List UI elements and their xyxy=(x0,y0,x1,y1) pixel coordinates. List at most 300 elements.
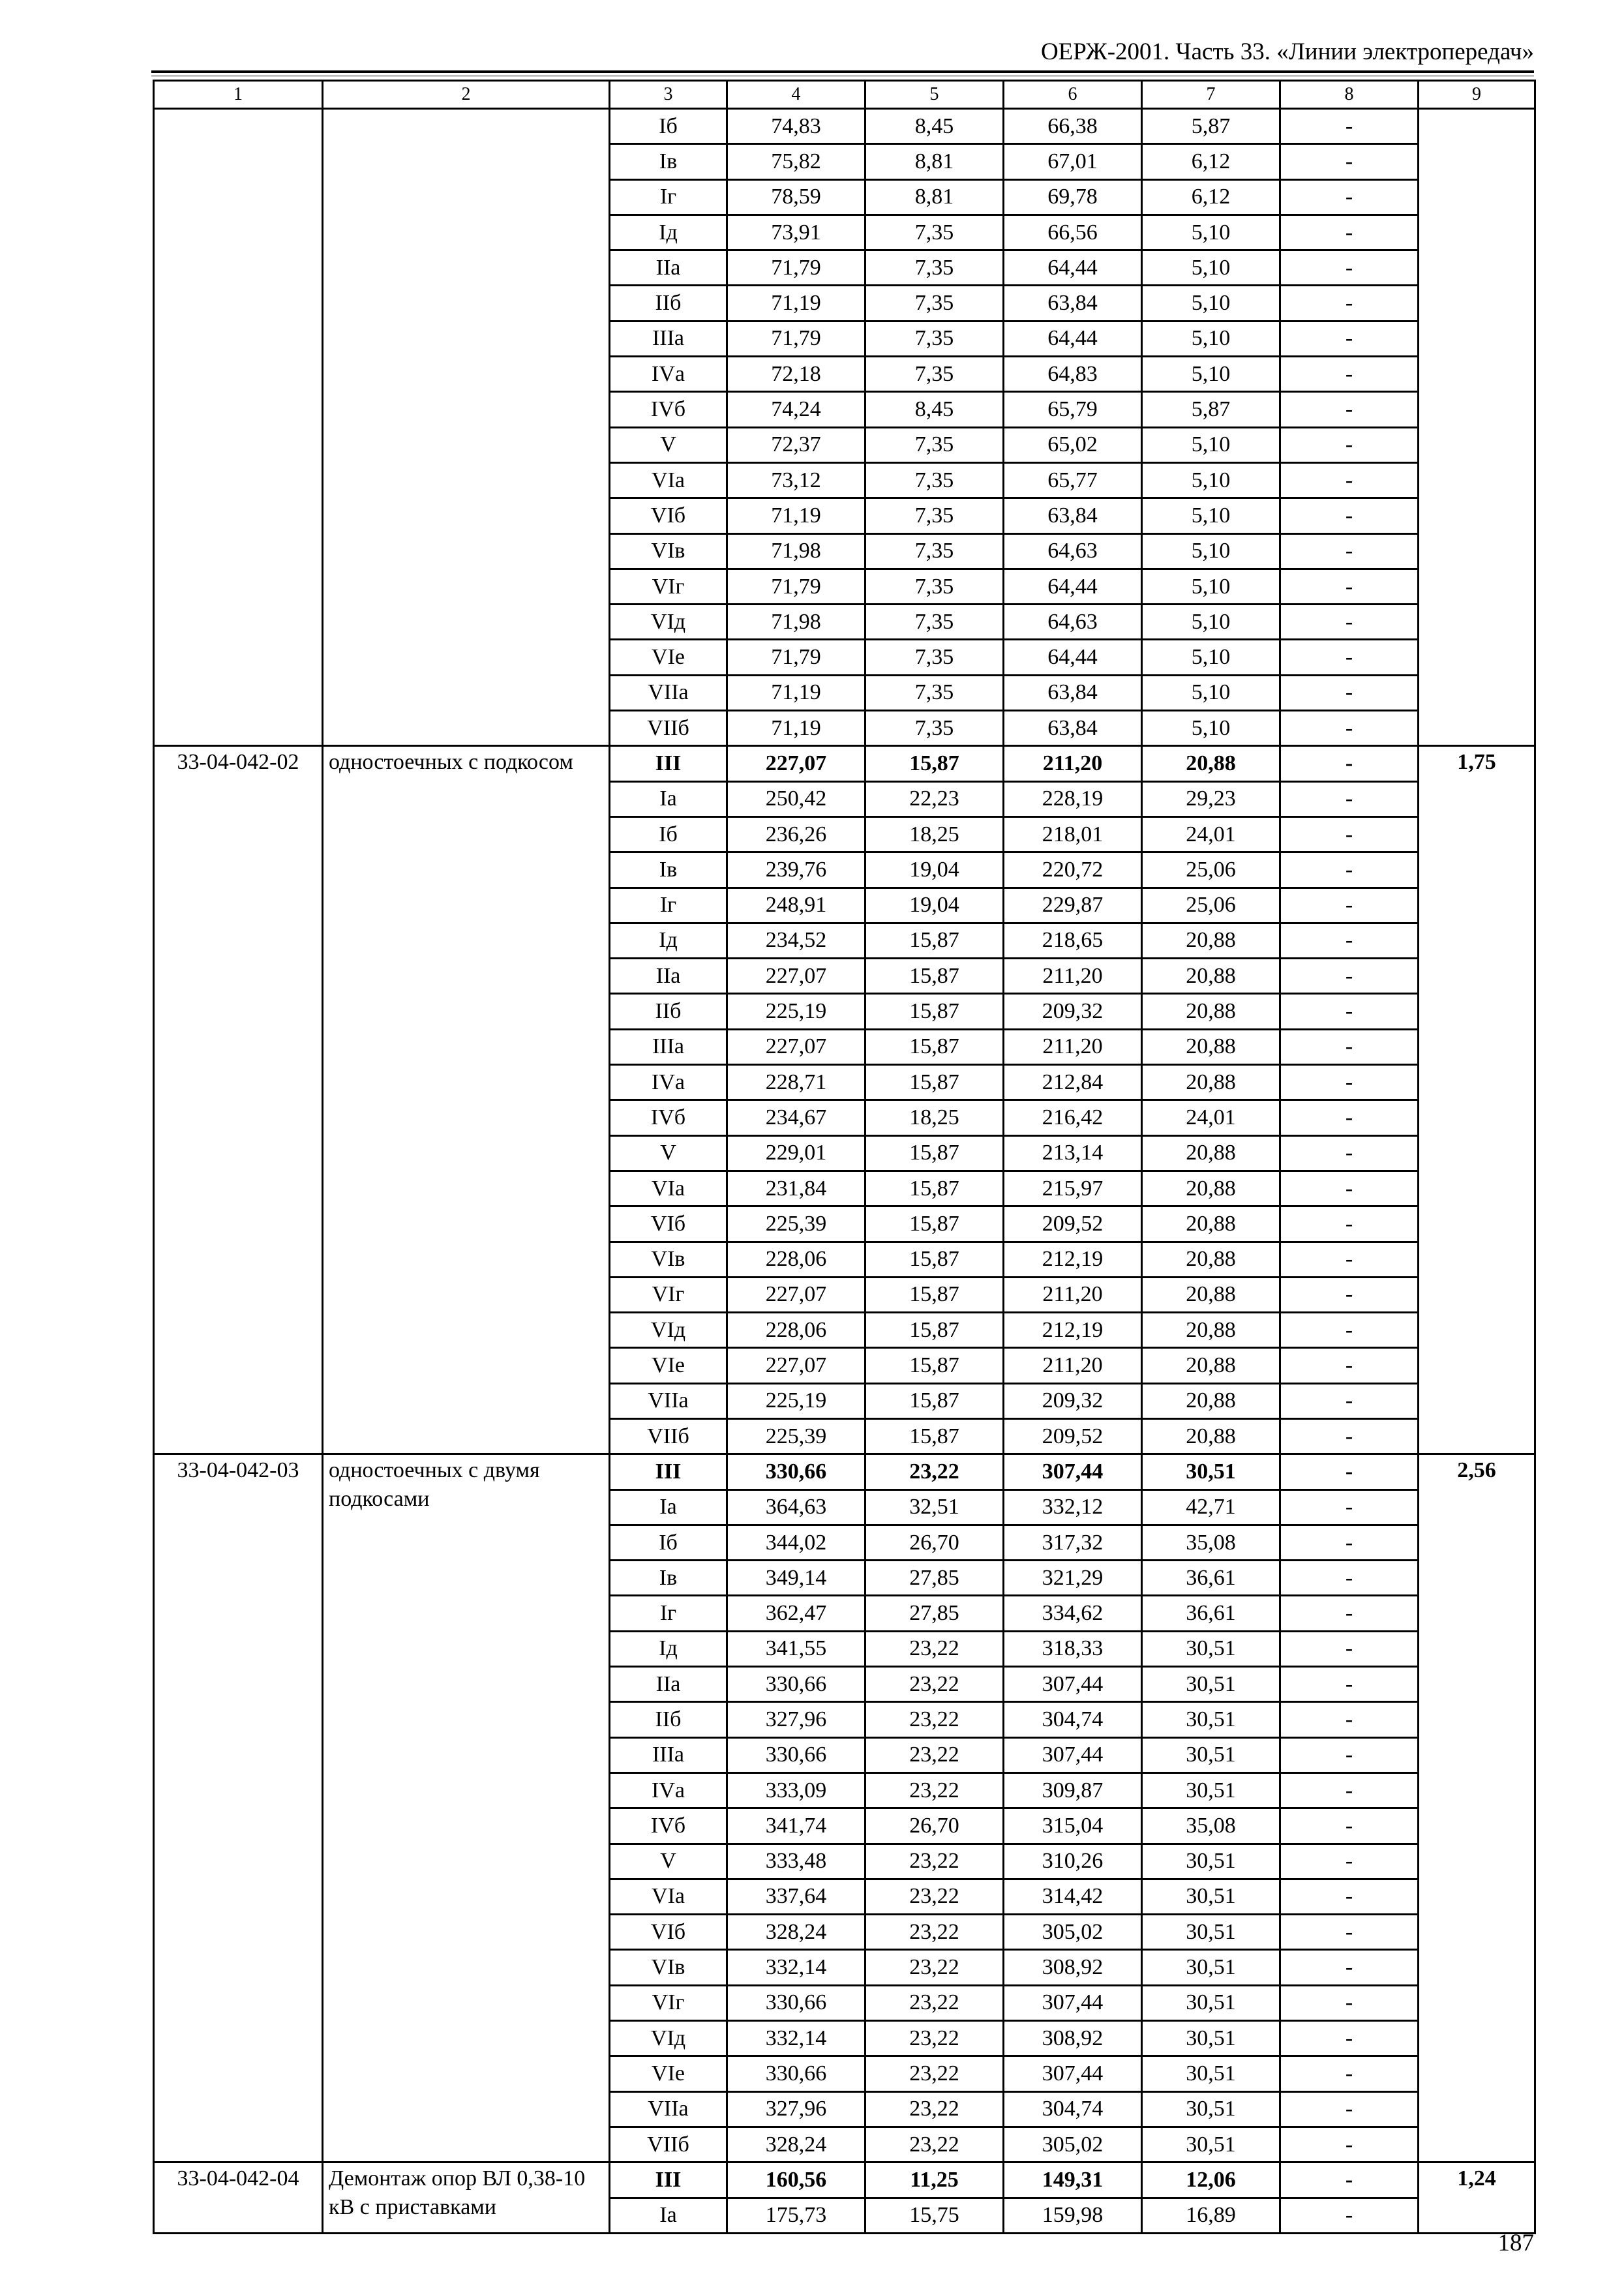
rates-table xyxy=(153,80,1536,2234)
machinist-wages-cell: 5,10 xyxy=(1142,675,1280,710)
wages-cell: 23,22 xyxy=(865,1631,1004,1666)
machinist-wages-cell: 30,51 xyxy=(1142,1950,1280,1985)
wages-cell: 15,87 xyxy=(865,1242,1004,1277)
wages-cell: 23,22 xyxy=(865,1773,1004,1808)
row-marker-cell: Iв xyxy=(610,852,727,888)
wages-cell: 26,70 xyxy=(865,1525,1004,1560)
wages-cell: 15,87 xyxy=(865,1065,1004,1100)
machinist-wages-cell: 20,88 xyxy=(1142,1242,1280,1277)
materials-cell: - xyxy=(1280,959,1419,994)
machines-cell: 307,44 xyxy=(1004,1737,1142,1773)
wages-cell: 15,87 xyxy=(865,1313,1004,1348)
machines-cell: 209,32 xyxy=(1004,1383,1142,1418)
total-cost-cell: 332,14 xyxy=(727,1950,865,1985)
materials-cell: - xyxy=(1280,533,1419,569)
column-number-cell: 4 xyxy=(727,81,865,109)
materials-cell: - xyxy=(1280,179,1419,215)
column-number-cell: 6 xyxy=(1004,81,1142,109)
coefficient-cell xyxy=(1419,109,1535,746)
machines-cell: 318,33 xyxy=(1004,1631,1142,1666)
materials-cell: - xyxy=(1280,1242,1419,1277)
row-marker-cell: Iв xyxy=(610,1561,727,1596)
wages-cell: 27,85 xyxy=(865,1596,1004,1631)
total-cost-cell: 73,12 xyxy=(727,462,865,498)
machines-cell: 66,38 xyxy=(1004,109,1142,144)
materials-cell: - xyxy=(1280,1985,1419,2020)
materials-cell: - xyxy=(1280,498,1419,533)
total-cost-cell: 71,79 xyxy=(727,321,865,356)
machines-cell: 63,84 xyxy=(1004,675,1142,710)
row-marker-cell: VIд xyxy=(610,1313,727,1348)
total-cost-cell: 71,19 xyxy=(727,675,865,710)
row-marker-cell: IVб xyxy=(610,1808,727,1844)
machines-cell: 229,87 xyxy=(1004,888,1142,923)
total-cost-cell: 333,48 xyxy=(727,1844,865,1879)
machines-cell: 308,92 xyxy=(1004,2021,1142,2056)
machines-cell: 218,65 xyxy=(1004,923,1142,958)
machines-cell: 304,74 xyxy=(1004,2091,1142,2127)
machinist-wages-cell: 29,23 xyxy=(1142,781,1280,816)
machines-cell: 305,02 xyxy=(1004,2127,1142,2162)
machinist-wages-cell: 20,88 xyxy=(1142,1206,1280,1242)
materials-cell: - xyxy=(1280,1879,1419,1914)
machinist-wages-cell: 20,88 xyxy=(1142,994,1280,1029)
machines-cell: 212,19 xyxy=(1004,1242,1142,1277)
materials-cell: - xyxy=(1280,781,1419,816)
materials-cell: - xyxy=(1280,1065,1419,1100)
row-marker-cell: VIг xyxy=(610,569,727,604)
machines-cell: 334,62 xyxy=(1004,1596,1142,1631)
machinist-wages-cell: 6,12 xyxy=(1142,144,1280,179)
wages-cell: 18,25 xyxy=(865,1100,1004,1135)
row-marker-cell: VIе xyxy=(610,1348,727,1383)
materials-cell: - xyxy=(1280,1596,1419,1631)
row-marker-cell: VIв xyxy=(610,533,727,569)
wages-cell: 23,22 xyxy=(865,2056,1004,2091)
column-number-cell: 7 xyxy=(1142,81,1280,109)
total-cost-cell: 341,55 xyxy=(727,1631,865,1666)
row-marker-cell: V xyxy=(610,1844,727,1879)
materials-cell: - xyxy=(1280,888,1419,923)
machines-cell: 228,19 xyxy=(1004,781,1142,816)
machinist-wages-cell: 5,10 xyxy=(1142,427,1280,462)
row-marker-cell: VIг xyxy=(610,1277,727,1312)
total-cost-cell: 227,07 xyxy=(727,959,865,994)
row-marker-cell: IIа xyxy=(610,250,727,286)
total-cost-cell: 231,84 xyxy=(727,1171,865,1206)
machinist-wages-cell: 25,06 xyxy=(1142,852,1280,888)
machines-cell: 307,44 xyxy=(1004,2056,1142,2091)
column-number-cell: 2 xyxy=(323,81,610,109)
machinist-wages-cell: 20,88 xyxy=(1142,1277,1280,1312)
row-marker-cell: VIе xyxy=(610,2056,727,2091)
wages-cell: 18,25 xyxy=(865,816,1004,852)
machinist-wages-cell: 5,10 xyxy=(1142,250,1280,286)
norm-code-cell: 33-04-042-02 xyxy=(154,746,323,1454)
wages-cell: 11,25 xyxy=(865,2162,1004,2198)
row-marker-cell: III xyxy=(610,1454,727,1489)
total-cost-cell: 71,98 xyxy=(727,605,865,640)
materials-cell: - xyxy=(1280,816,1419,852)
total-cost-cell: 72,18 xyxy=(727,357,865,392)
wages-cell: 15,87 xyxy=(865,1277,1004,1312)
machines-cell: 209,52 xyxy=(1004,1206,1142,1242)
machinist-wages-cell: 30,51 xyxy=(1142,1879,1280,1914)
coefficient-cell: 1,75 xyxy=(1419,746,1535,1454)
machinist-wages-cell: 36,61 xyxy=(1142,1596,1280,1631)
row-marker-cell: IVа xyxy=(610,1065,727,1100)
wages-cell: 15,87 xyxy=(865,923,1004,958)
materials-cell: - xyxy=(1280,1418,1419,1454)
machines-cell: 64,44 xyxy=(1004,250,1142,286)
machines-cell: 307,44 xyxy=(1004,1667,1142,1702)
materials-cell: - xyxy=(1280,1950,1419,1985)
materials-cell: - xyxy=(1280,1135,1419,1171)
wages-cell: 7,35 xyxy=(865,286,1004,321)
materials-cell: - xyxy=(1280,2198,1419,2233)
row-marker-cell: VIб xyxy=(610,498,727,533)
machines-cell: 64,63 xyxy=(1004,605,1142,640)
row-marker-cell: IVа xyxy=(610,1773,727,1808)
wages-cell: 15,87 xyxy=(865,1383,1004,1418)
row-marker-cell: IIб xyxy=(610,1702,727,1737)
row-marker-cell: VIв xyxy=(610,1242,727,1277)
machinist-wages-cell: 5,10 xyxy=(1142,462,1280,498)
machinist-wages-cell: 5,10 xyxy=(1142,640,1280,675)
machines-cell: 308,92 xyxy=(1004,1950,1142,1985)
materials-cell: - xyxy=(1280,2091,1419,2127)
wages-cell: 7,35 xyxy=(865,711,1004,746)
materials-cell: - xyxy=(1280,1773,1419,1808)
machinist-wages-cell: 30,51 xyxy=(1142,1631,1280,1666)
row-marker-cell: VIIа xyxy=(610,2091,727,2127)
wages-cell: 15,75 xyxy=(865,2198,1004,2233)
total-cost-cell: 71,19 xyxy=(727,498,865,533)
materials-cell: - xyxy=(1280,640,1419,675)
wages-cell: 15,87 xyxy=(865,1206,1004,1242)
machines-cell: 321,29 xyxy=(1004,1561,1142,1596)
column-number-cell: 1 xyxy=(154,81,323,109)
machinist-wages-cell: 5,87 xyxy=(1142,109,1280,144)
machines-cell: 209,32 xyxy=(1004,994,1142,1029)
machinist-wages-cell: 5,10 xyxy=(1142,605,1280,640)
row-marker-cell: VIIб xyxy=(610,2127,727,2162)
row-marker-cell: V xyxy=(610,427,727,462)
row-marker-cell: Iв xyxy=(610,144,727,179)
materials-cell: - xyxy=(1280,2056,1419,2091)
row-marker-cell: VIд xyxy=(610,605,727,640)
materials-cell: - xyxy=(1280,1737,1419,1773)
wages-cell: 15,87 xyxy=(865,959,1004,994)
machinist-wages-cell: 20,88 xyxy=(1142,1029,1280,1064)
total-cost-cell: 327,96 xyxy=(727,1702,865,1737)
machinist-wages-cell: 30,51 xyxy=(1142,1844,1280,1879)
row-marker-cell: IIIа xyxy=(610,321,727,356)
machines-cell: 317,32 xyxy=(1004,1525,1142,1560)
wages-cell: 7,35 xyxy=(865,357,1004,392)
machines-cell: 149,31 xyxy=(1004,2162,1142,2198)
wages-cell: 7,35 xyxy=(865,533,1004,569)
page-number: 187 xyxy=(1497,2230,1534,2256)
machines-cell: 64,44 xyxy=(1004,569,1142,604)
machines-cell: 64,44 xyxy=(1004,321,1142,356)
row-marker-cell: VIа xyxy=(610,1171,727,1206)
total-cost-cell: 328,24 xyxy=(727,1915,865,1950)
total-cost-cell: 228,71 xyxy=(727,1065,865,1100)
materials-cell: - xyxy=(1280,1454,1419,1489)
wages-cell: 7,35 xyxy=(865,321,1004,356)
description-cell: Демонтаж опор ВЛ 0,38-10 кВ с приставками xyxy=(323,2162,610,2234)
wages-cell: 8,45 xyxy=(865,392,1004,427)
machinist-wages-cell: 20,88 xyxy=(1142,1418,1280,1454)
wages-cell: 7,35 xyxy=(865,427,1004,462)
total-cost-cell: 333,09 xyxy=(727,1773,865,1808)
total-cost-cell: 227,07 xyxy=(727,1277,865,1312)
total-cost-cell: 72,37 xyxy=(727,427,865,462)
machines-cell: 213,14 xyxy=(1004,1135,1142,1171)
machinist-wages-cell: 30,51 xyxy=(1142,1737,1280,1773)
materials-cell: - xyxy=(1280,1808,1419,1844)
wages-cell: 23,22 xyxy=(865,2021,1004,2056)
row-marker-cell: Iд xyxy=(610,923,727,958)
machinist-wages-cell: 20,88 xyxy=(1142,1171,1280,1206)
wages-cell: 7,35 xyxy=(865,569,1004,604)
machines-cell: 63,84 xyxy=(1004,711,1142,746)
row-marker-cell: VIIа xyxy=(610,675,727,710)
wages-cell: 23,22 xyxy=(865,1702,1004,1737)
machinist-wages-cell: 6,12 xyxy=(1142,179,1280,215)
table-row xyxy=(154,746,1535,781)
machines-cell: 65,79 xyxy=(1004,392,1142,427)
total-cost-cell: 330,66 xyxy=(727,1667,865,1702)
wages-cell: 7,35 xyxy=(865,498,1004,533)
document-title: ОЕРЖ-2001. Часть 33. «Линии электропередач» xyxy=(1040,38,1534,65)
total-cost-cell: 75,82 xyxy=(727,144,865,179)
materials-cell: - xyxy=(1280,1844,1419,1879)
total-cost-cell: 349,14 xyxy=(727,1561,865,1596)
machines-cell: 63,84 xyxy=(1004,498,1142,533)
machines-cell: 64,83 xyxy=(1004,357,1142,392)
machines-cell: 309,87 xyxy=(1004,1773,1142,1808)
row-marker-cell: Iа xyxy=(610,781,727,816)
wages-cell: 32,51 xyxy=(865,1489,1004,1525)
machines-cell: 63,84 xyxy=(1004,286,1142,321)
materials-cell: - xyxy=(1280,1631,1419,1666)
total-cost-cell: 71,98 xyxy=(727,533,865,569)
materials-cell: - xyxy=(1280,109,1419,144)
total-cost-cell: 337,64 xyxy=(727,1879,865,1914)
row-marker-cell: VIг xyxy=(610,1985,727,2020)
header-rule-thick xyxy=(151,70,1534,73)
column-number-row xyxy=(154,81,1535,109)
column-number-cell: 5 xyxy=(865,81,1004,109)
row-marker-cell: VIIб xyxy=(610,711,727,746)
row-marker-cell: Iг xyxy=(610,179,727,215)
machinist-wages-cell: 5,10 xyxy=(1142,286,1280,321)
total-cost-cell: 74,24 xyxy=(727,392,865,427)
machinist-wages-cell: 30,51 xyxy=(1142,1985,1280,2020)
machines-cell: 211,20 xyxy=(1004,1348,1142,1383)
row-marker-cell: VIд xyxy=(610,2021,727,2056)
machines-cell: 64,63 xyxy=(1004,533,1142,569)
row-marker-cell: IVб xyxy=(610,1100,727,1135)
total-cost-cell: 228,06 xyxy=(727,1242,865,1277)
total-cost-cell: 330,66 xyxy=(727,2056,865,2091)
machinist-wages-cell: 25,06 xyxy=(1142,888,1280,923)
machinist-wages-cell: 5,10 xyxy=(1142,357,1280,392)
machines-cell: 212,19 xyxy=(1004,1313,1142,1348)
row-marker-cell: IIб xyxy=(610,994,727,1029)
materials-cell: - xyxy=(1280,1702,1419,1737)
machinist-wages-cell: 42,71 xyxy=(1142,1489,1280,1525)
materials-cell: - xyxy=(1280,2162,1419,2198)
machinist-wages-cell: 20,88 xyxy=(1142,1135,1280,1171)
row-marker-cell: IIа xyxy=(610,959,727,994)
machinist-wages-cell: 35,08 xyxy=(1142,1808,1280,1844)
total-cost-cell: 341,74 xyxy=(727,1808,865,1844)
row-marker-cell: Iг xyxy=(610,888,727,923)
materials-cell: - xyxy=(1280,1171,1419,1206)
machines-cell: 64,44 xyxy=(1004,640,1142,675)
machinist-wages-cell: 35,08 xyxy=(1142,1525,1280,1560)
row-marker-cell: VIа xyxy=(610,1879,727,1914)
table-row xyxy=(154,109,1535,144)
machines-cell: 211,20 xyxy=(1004,959,1142,994)
row-marker-cell: Iд xyxy=(610,215,727,250)
materials-cell: - xyxy=(1280,1915,1419,1950)
total-cost-cell: 71,19 xyxy=(727,711,865,746)
machinist-wages-cell: 20,88 xyxy=(1142,959,1280,994)
materials-cell: - xyxy=(1280,250,1419,286)
description-cell: одностоечных с двумя подкосами xyxy=(323,1454,610,2162)
materials-cell: - xyxy=(1280,427,1419,462)
wages-cell: 23,22 xyxy=(865,2127,1004,2162)
wages-cell: 7,35 xyxy=(865,215,1004,250)
row-marker-cell: VIб xyxy=(610,1206,727,1242)
materials-cell: - xyxy=(1280,286,1419,321)
machinist-wages-cell: 30,51 xyxy=(1142,2056,1280,2091)
wages-cell: 23,22 xyxy=(865,1950,1004,1985)
description-cell: одностоечных с подкосом xyxy=(323,746,610,1454)
machinist-wages-cell: 20,88 xyxy=(1142,923,1280,958)
machines-cell: 215,97 xyxy=(1004,1171,1142,1206)
total-cost-cell: 71,19 xyxy=(727,286,865,321)
machinist-wages-cell: 24,01 xyxy=(1142,816,1280,852)
machines-cell: 209,52 xyxy=(1004,1418,1142,1454)
machines-cell: 307,44 xyxy=(1004,1985,1142,2020)
total-cost-cell: 236,26 xyxy=(727,816,865,852)
machines-cell: 310,26 xyxy=(1004,1844,1142,1879)
row-marker-cell: IIIа xyxy=(610,1737,727,1773)
wages-cell: 15,87 xyxy=(865,994,1004,1029)
row-marker-cell: IIа xyxy=(610,1667,727,1702)
materials-cell: - xyxy=(1280,1100,1419,1135)
wages-cell: 23,22 xyxy=(865,1915,1004,1950)
coefficient-cell: 2,56 xyxy=(1419,1454,1535,2162)
total-cost-cell: 225,19 xyxy=(727,994,865,1029)
total-cost-cell: 332,14 xyxy=(727,2021,865,2056)
wages-cell: 15,87 xyxy=(865,1029,1004,1064)
materials-cell: - xyxy=(1280,357,1419,392)
total-cost-cell: 330,66 xyxy=(727,1454,865,1489)
description-cell xyxy=(323,109,610,746)
machines-cell: 216,42 xyxy=(1004,1100,1142,1135)
row-marker-cell: III xyxy=(610,746,727,781)
machinist-wages-cell: 30,51 xyxy=(1142,1702,1280,1737)
materials-cell: - xyxy=(1280,994,1419,1029)
wages-cell: 15,87 xyxy=(865,1348,1004,1383)
machines-cell: 220,72 xyxy=(1004,852,1142,888)
row-marker-cell: Iа xyxy=(610,1489,727,1525)
materials-cell: - xyxy=(1280,1206,1419,1242)
total-cost-cell: 225,39 xyxy=(727,1206,865,1242)
wages-cell: 7,35 xyxy=(865,605,1004,640)
row-marker-cell: Iг xyxy=(610,1596,727,1631)
machines-cell: 211,20 xyxy=(1004,746,1142,781)
row-marker-cell: IIб xyxy=(610,286,727,321)
wages-cell: 15,87 xyxy=(865,1135,1004,1171)
wages-cell: 15,87 xyxy=(865,1418,1004,1454)
table-body xyxy=(154,81,1535,2234)
total-cost-cell: 71,79 xyxy=(727,640,865,675)
machines-cell: 305,02 xyxy=(1004,1915,1142,1950)
row-marker-cell: Iб xyxy=(610,1525,727,1560)
row-marker-cell: III xyxy=(610,2162,727,2198)
wages-cell: 7,35 xyxy=(865,250,1004,286)
wages-cell: 27,85 xyxy=(865,1561,1004,1596)
materials-cell: - xyxy=(1280,215,1419,250)
total-cost-cell: 225,19 xyxy=(727,1383,865,1418)
row-marker-cell: VIIа xyxy=(610,1383,727,1418)
machines-cell: 314,42 xyxy=(1004,1879,1142,1914)
total-cost-cell: 227,07 xyxy=(727,1348,865,1383)
wages-cell: 22,23 xyxy=(865,781,1004,816)
total-cost-cell: 227,07 xyxy=(727,746,865,781)
machinist-wages-cell: 5,10 xyxy=(1142,533,1280,569)
row-marker-cell: VIе xyxy=(610,640,727,675)
wages-cell: 7,35 xyxy=(865,640,1004,675)
total-cost-cell: 234,52 xyxy=(727,923,865,958)
machinist-wages-cell: 30,51 xyxy=(1142,1773,1280,1808)
wages-cell: 8,81 xyxy=(865,144,1004,179)
materials-cell: - xyxy=(1280,1029,1419,1064)
materials-cell: - xyxy=(1280,569,1419,604)
machinist-wages-cell: 30,51 xyxy=(1142,2127,1280,2162)
machines-cell: 65,77 xyxy=(1004,462,1142,498)
row-marker-cell: Iб xyxy=(610,816,727,852)
machines-cell: 307,44 xyxy=(1004,1454,1142,1489)
row-marker-cell: VIб xyxy=(610,1915,727,1950)
table-row xyxy=(154,2162,1535,2198)
machinist-wages-cell: 36,61 xyxy=(1142,1561,1280,1596)
row-marker-cell: VIа xyxy=(610,462,727,498)
total-cost-cell: 330,66 xyxy=(727,1985,865,2020)
materials-cell: - xyxy=(1280,1489,1419,1525)
machines-cell: 218,01 xyxy=(1004,816,1142,852)
column-number-cell: 8 xyxy=(1280,81,1419,109)
materials-cell: - xyxy=(1280,1313,1419,1348)
machinist-wages-cell: 5,87 xyxy=(1142,392,1280,427)
total-cost-cell: 175,73 xyxy=(727,2198,865,2233)
machinist-wages-cell: 30,51 xyxy=(1142,1915,1280,1950)
machinist-wages-cell: 5,10 xyxy=(1142,215,1280,250)
column-number-cell: 9 xyxy=(1419,81,1535,109)
materials-cell: - xyxy=(1280,2127,1419,2162)
wages-cell: 23,22 xyxy=(865,1737,1004,1773)
materials-cell: - xyxy=(1280,605,1419,640)
norm-code-cell: 33-04-042-03 xyxy=(154,1454,323,2162)
materials-cell: - xyxy=(1280,321,1419,356)
